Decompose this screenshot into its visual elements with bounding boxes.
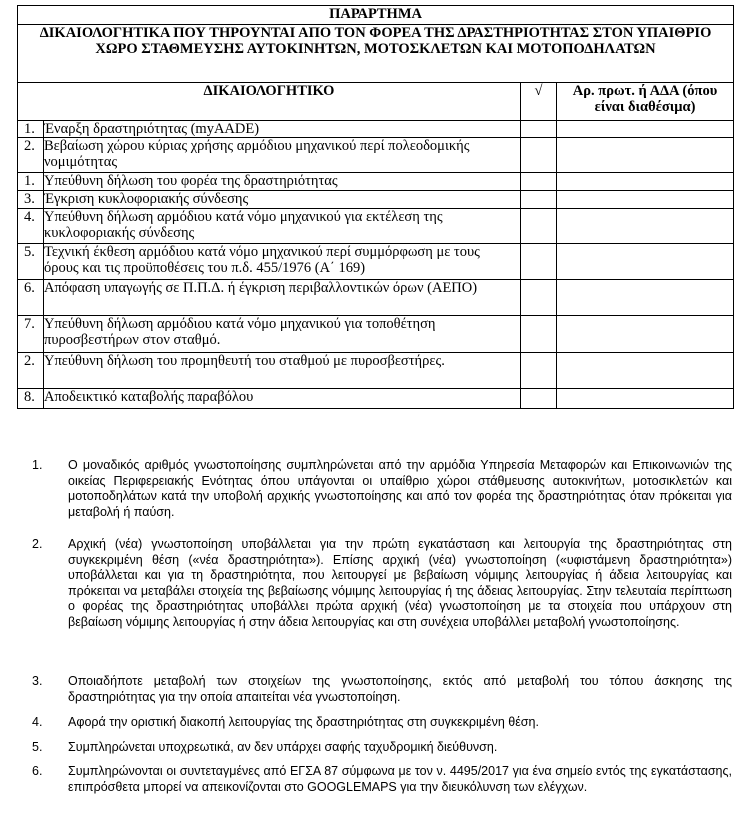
row-reference-cell — [557, 389, 734, 409]
footnote-number: 3. — [32, 674, 43, 688]
row-reference-cell — [557, 173, 734, 191]
table-row — [18, 138, 734, 173]
row-text: Υπεύθυνη δήλωση αρμόδιου κατά νόμο μηχανικού για τοποθέτηση πυροσβεστήρων στον σταθμό. — [44, 316, 521, 353]
table-header-row — [18, 83, 734, 121]
row-text: Βεβαίωση χώρου κύριας χρήσης αρμόδιου μηχανικού περί πολεοδομικής νομιμότητας — [44, 138, 521, 173]
annex-title: ΠΑΡΑΡΤΗΜΑ — [18, 6, 734, 25]
row-check-cell — [521, 280, 557, 316]
row-reference-cell — [557, 316, 734, 353]
row-number: 5. — [18, 244, 44, 280]
row-text: Αποδεικτικό καταβολής παραβόλου — [44, 389, 521, 409]
row-text: Τεχνική έκθεση αρμόδιου κατά νόμο μηχανικού περί συμμόρφωση με τους όρους και τις προϋποθέσεις του π.δ. 455/1976 (Α΄ 169) — [44, 244, 521, 280]
footnote-number: 1. — [32, 458, 43, 472]
footnote-text: Αφορά την οριστική διακοπή λειτουργίας της δραστηριότητας στη συγκεκριμένη θέση. — [68, 715, 539, 729]
footnote-text: Ο μοναδικός αριθμός γνωστοποίησης συμπληρώνεται από την αρμόδια Υπηρεσία Μεταφορών και Επικοινωνιών της οικείας Περιφερειακής Ενότητας όπου υπάγονται οι υπαίθριο χώροι στάθμευσης αυτοκινήτων, μοτοσικλετών και μοτοποδηλάτων κατά την υποβολή αρχικής γνωστοποίησης και από τον φορέα της δραστηριότητας όταν πρόκειται για μεταβολή ή παύση. — [68, 458, 732, 519]
row-reference-cell — [557, 121, 734, 138]
table-row — [18, 209, 734, 244]
header-check: √ — [521, 83, 557, 121]
table-row — [18, 280, 734, 316]
row-reference-cell — [557, 280, 734, 316]
row-number: 2. — [18, 353, 44, 389]
row-reference-cell — [557, 191, 734, 209]
row-check-cell — [521, 209, 557, 244]
row-check-cell — [521, 173, 557, 191]
row-reference-cell — [557, 353, 734, 389]
row-number: 1. — [18, 173, 44, 191]
row-check-cell — [521, 389, 557, 409]
footnote-number: 2. — [32, 537, 43, 551]
row-text: Υπεύθυνη δήλωση του φορέα της δραστηριότητας — [44, 173, 521, 191]
row-text: Έγκριση κυκλοφοριακής σύνδεσης — [44, 191, 521, 209]
row-number: 7. — [18, 316, 44, 353]
row-number: 8. — [18, 389, 44, 409]
row-check-cell — [521, 121, 557, 138]
row-check-cell — [521, 353, 557, 389]
row-check-cell — [521, 191, 557, 209]
row-number: 6. — [18, 280, 44, 316]
footnote-text: Συμπληρώνονται οι συντεταγμένες από ΕΓΣΑ 87 σύμφωνα με τον ν. 4495/2017 για ένα σημείο εντός της εγκατάστασης, επιπρόσθετα μπορεί να απεικονίζονται στο GOOGLEMAPS για την διευκόλυνση των ελέγχων. — [68, 764, 732, 794]
row-text: Υπεύθυνη δήλωση αρμόδιου κατά νόμο μηχανικού για εκτέλεση της κυκλοφοριακής σύνδεσης — [44, 209, 521, 244]
row-number: 2. — [18, 138, 44, 173]
footnote-number: 6. — [32, 764, 43, 778]
table-title-row — [18, 25, 734, 83]
row-text: Υπεύθυνη δήλωση του προμηθευτή του σταθμού με πυροσβεστήρες. — [44, 353, 521, 389]
row-reference-cell — [557, 209, 734, 244]
annex-title-row — [18, 6, 734, 25]
row-reference-cell — [557, 138, 734, 173]
footnote-number: 5. — [32, 740, 43, 754]
footnote-text: Οποιαδήποτε μεταβολή των στοιχείων της γνωστοποίησης, εκτός από μεταβολή του τόπου άσκησης της δραστηριότητας για την οποία απαιτείται νέα γνωστοποίηση. — [68, 674, 732, 704]
table-row — [18, 353, 734, 389]
table-title: ΔΙΚΑΙΟΛΟΓΗΤΙΚΑ ΠΟΥ ΤΗΡΟΥΝΤΑΙ ΑΠΟ ΤΟΝ ΦΟΡΕΑ ΤΗΣ ΔΡΑΣΤΗΡΙΟΤΗΤΑΣ ΣΤΟΝ ΥΠΑΙΘΡΙΟ ΧΩΡΟ ΣΤΑΘΜΕΥΣΗΣ ΑΥΤΟΚΙΝΗΤΩΝ, ΜΟΤΟΣΚΛΕΤΩΝ ΚΑΙ ΜΟΤΟΠΟΔΗΛΑΤΩΝ — [18, 25, 734, 83]
footnote-text: Αρχική (νέα) γνωστοποίηση υποβάλλεται για την πρώτη εγκατάσταση και λειτουργία της δραστηριότητας στη συγκεκριμένη θέση («νέα δραστηριότητα»). Επίσης αρχική (νέα) γνωστοποίηση («υφιστάμενη δραστηριότητα») υποβάλλεται και για τη δραστηριότητα, που λειτουργεί με βεβαίωση νόμιμης λειτουργίας ή άδεια λειτουργίας και πρόκειται να μεταβάλει στοιχεία της βεβαίωσης νόμιμης λειτουργίας ή της άδειας λειτουργίας. Στην τελευταία περίπτωση ο φορέας της δραστηριότητας υποβάλλει πρώτα αρχική (νέα) γνωστοποίηση με τα στοιχεία που υπάρχουν στη βεβαίωση νόμιμης λειτουργίας ή στην άδεια λειτουργίας και στη συνέχεια υποβάλλει μεταβολή γνωστοποίησης. — [68, 537, 732, 629]
table-row — [18, 389, 734, 409]
row-number: 4. — [18, 209, 44, 244]
table-row — [18, 173, 734, 191]
footnote-number: 4. — [32, 715, 43, 729]
row-check-cell — [521, 138, 557, 173]
footnote-text: Συμπληρώνεται υποχρεωτικά, αν δεν υπάρχει σαφής ταχυδρομική διεύθυνση. — [68, 740, 498, 754]
row-number: 1. — [18, 121, 44, 138]
row-text: Απόφαση υπαγωγής σε Π.Π.Δ. ή έγκριση περιβαλλοντικών όρων (ΑΕΠΟ) — [44, 280, 521, 316]
table-row — [18, 316, 734, 353]
row-number: 3. — [18, 191, 44, 209]
table-row — [18, 121, 734, 138]
row-check-cell — [521, 316, 557, 353]
documents-table — [17, 5, 734, 409]
row-check-cell — [521, 244, 557, 280]
header-reference: Αρ. πρωτ. ή ΑΔΑ (όπου είναι διαθέσιμα) — [557, 83, 734, 121]
row-reference-cell — [557, 244, 734, 280]
table-row — [18, 191, 734, 209]
header-document: ΔΙΚΑΙΟΛΟΓΗΤΙΚΟ — [18, 83, 521, 121]
row-text: Έναρξη δραστηριότητας (myAADE) — [44, 121, 521, 138]
table-row — [18, 244, 734, 280]
